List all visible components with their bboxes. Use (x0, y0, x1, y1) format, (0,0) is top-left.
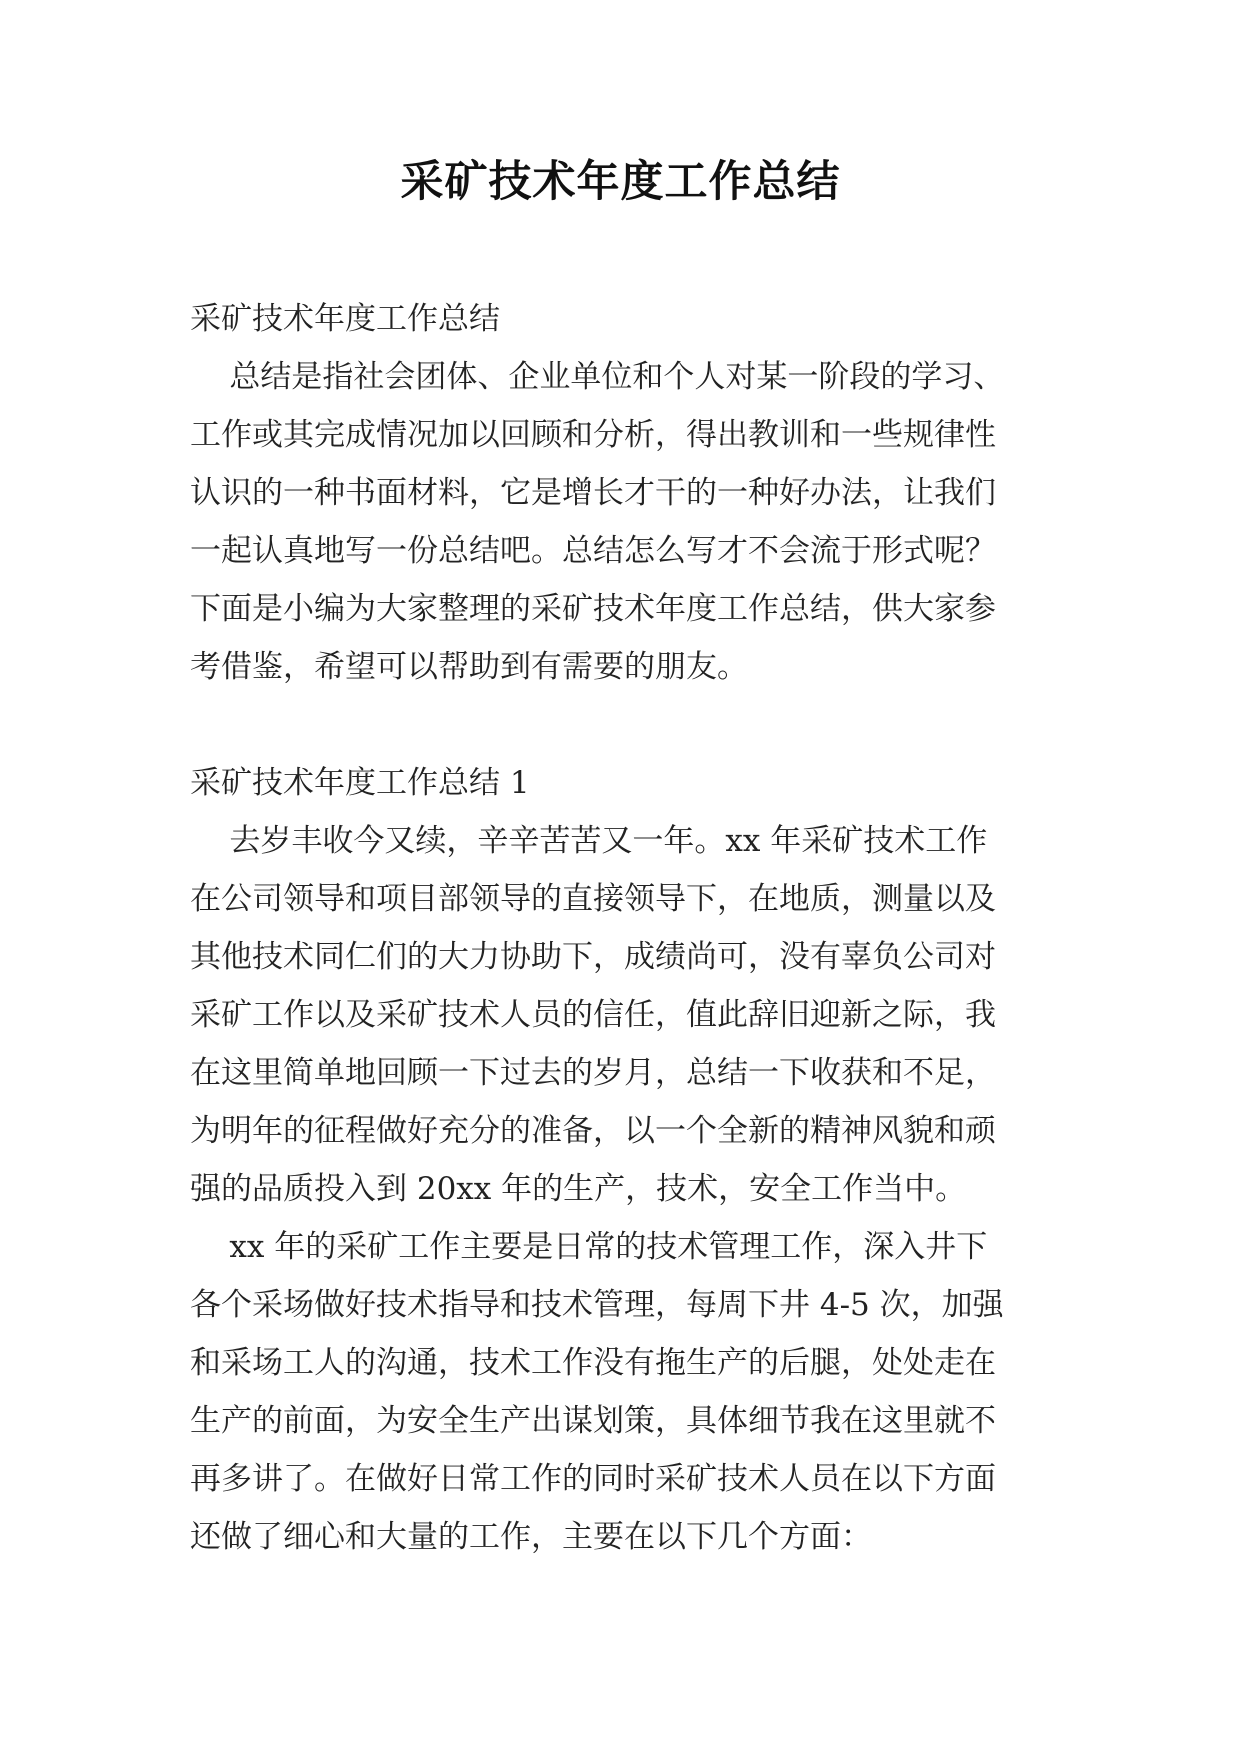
text-line: 还做了细心和大量的工作，主要在以下几个方面： (190, 1519, 872, 1555)
document-title: 采矿技术年度工作总结 (400, 157, 841, 207)
document-body (190, 290, 1070, 1566)
text-line: xx 年的采矿工作主要是日常的技术管理工作，深入井下 (190, 1229, 988, 1265)
text-line: 总结是指社会团体、企业单位和个人对某一阶段的学习、 (190, 359, 1005, 395)
text-line: 各个采场做好技术指导和技术管理，每周下井 4-5 次，加强 (190, 1287, 1004, 1323)
text-line: 在公司领导和项目部领导的直接领导下，在地质，测量以及 (190, 881, 996, 917)
intro-paragraph (190, 348, 1070, 696)
text-line: 其他技术同仁们的大力协助下，成绩尚可，没有辜负公司对 (190, 939, 996, 975)
text-line: 工作或其完成情况加以回顾和分析，得出教训和一些规律性 (190, 417, 996, 453)
section-1-paragraph-2 (190, 1218, 1070, 1566)
section-1-heading: 采矿技术年度工作总结 1 (190, 765, 530, 801)
text-line: 强的品质投入到 20xx 年的生产，技术，安全工作当中。 (190, 1171, 967, 1207)
paragraph-spacer (190, 696, 1070, 754)
section-1-paragraph-1 (190, 812, 1070, 1218)
text-line: 去岁丰收今又续，辛辛苦苦又一年。xx 年采矿技术工作 (190, 823, 988, 859)
text-line: 采矿工作以及采矿技术人员的信任，值此辞旧迎新之际，我 (190, 997, 996, 1033)
text-line: 为明年的征程做好充分的准备，以一个全新的精神风貌和顽 (190, 1113, 996, 1149)
intro-heading: 采矿技术年度工作总结 (190, 301, 500, 337)
text-line: 一起认真地写一份总结吧。总结怎么写才不会流于形式呢？ (190, 533, 996, 569)
text-line: 考借鉴，希望可以帮助到有需要的朋友。 (190, 649, 748, 685)
text-line: 下面是小编为大家整理的采矿技术年度工作总结，供大家参 (190, 591, 996, 627)
text-line: 再多讲了。在做好日常工作的同时采矿技术人员在以下方面 (190, 1461, 996, 1497)
text-line: 和采场工人的沟通，技术工作没有拖生产的后腿，处处走在 (190, 1345, 996, 1381)
text-line: 在这里简单地回顾一下过去的岁月，总结一下收获和不足， (190, 1055, 996, 1091)
text-line: 认识的一种书面材料，它是增长才干的一种好办法，让我们 (190, 475, 996, 511)
text-line: 生产的前面，为安全生产出谋划策，具体细节我在这里就不 (190, 1403, 996, 1439)
